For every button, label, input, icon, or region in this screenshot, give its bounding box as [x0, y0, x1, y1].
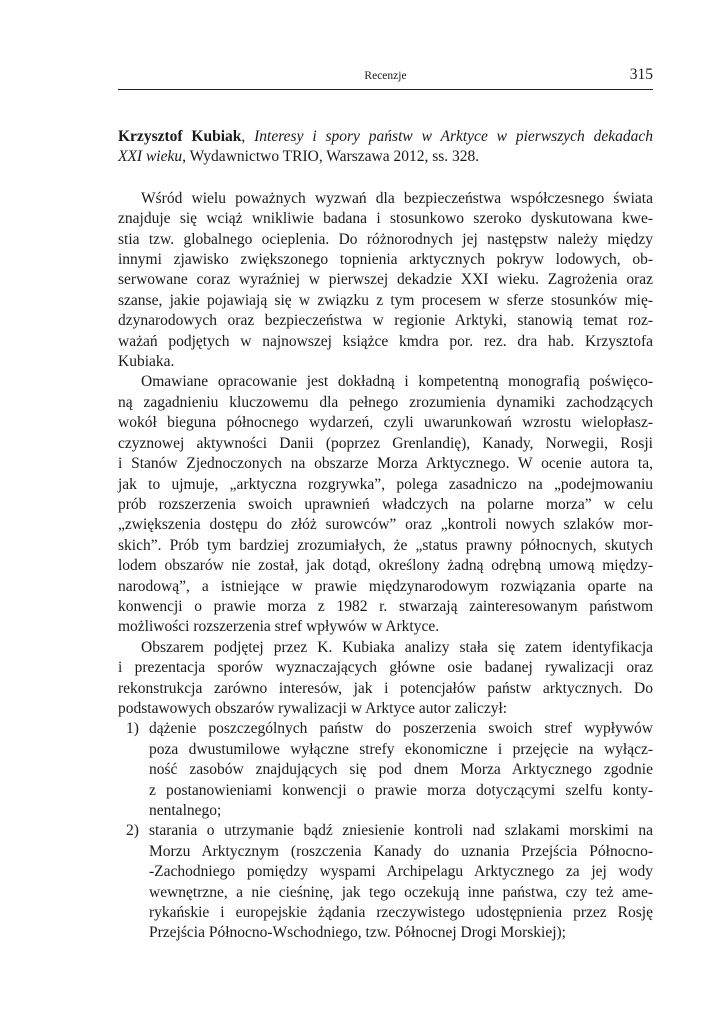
text-line: innymi zjawisko zwiększonego topnienia arktycznych pokryw lodowych, ob-: [118, 251, 653, 269]
text-line: ność zasobów znajdujących się pod dnem Morza Arktycznego zgodnie: [149, 761, 653, 779]
text-line: skich”. Prób tym bardziej zrozumiałych, że „status prawny północnych, skutych: [118, 536, 653, 554]
text-line: [118, 821, 653, 841]
text-line: Morzu Arktycznym (roszczenia Kanady do uznania Przejścia Północno-: [149, 842, 653, 860]
paragraph-2: [118, 372, 653, 637]
spacer: [118, 168, 653, 189]
text-line: znajduje się wciąż wnikliwie badana i stosunkowo szeroko dyskutowana kwe-: [118, 210, 653, 228]
text-line: dzynarodowych oraz bezpieczeństwa w regionie Arktyki, stanowią temat roz-: [118, 312, 653, 330]
text-line: i Stanów Zjednoczonych na obszarze Morza Arktycznego. W ocenie autora ta,: [118, 455, 653, 473]
review-body: [118, 127, 653, 944]
text-line: Wśród wielu poważnych wyzwań dla bezpieczeństwa współczesnego świata: [141, 189, 653, 207]
text-line: możliwości rozszerzenia stref wpływów w Arktyce.: [118, 618, 440, 636]
list-item: [118, 821, 653, 943]
paragraph-3: [118, 638, 653, 720]
list-line: starania o utrzymanie bądź zniesienie kontroli nad szlakami morskimi na: [149, 822, 653, 840]
text-line: rekonstrukcja zarówno interesów, jak i potencjałów państw arktycznych. Do: [118, 679, 653, 697]
citation-line-2: [118, 147, 653, 167]
text-line: konwencji o prawie morza z 1982 r. stwarzają zainteresowanym państwom: [118, 597, 653, 615]
text-line: poza dwustumilowe wyłączne strefy ekonomiczne i przejęcie na wyłącz-: [149, 740, 653, 758]
list-item: [118, 719, 653, 821]
text-line: czyznowej aktywności Danii (poprzez Grenlandię), Kanady, Norwegii, Rosji: [118, 434, 653, 452]
running-head: Recenzje: [364, 70, 407, 82]
page-header: [118, 66, 653, 88]
text-line: Kubiaka.: [118, 353, 175, 371]
text-line: -Zachodniego pomiędzy wyspami Archipelagu Arktycznego za jej wody: [149, 863, 653, 881]
text-line: stia tzw. globalnego ocieplenia. Do różnorodnych jej następstw należy między: [118, 230, 653, 248]
text-line: nentalnego;: [149, 802, 222, 819]
citation-publisher: , Wydawnictwo TRIO, Warszawa 2012, ss. 328.: [182, 148, 480, 166]
citation-line-1: Krzysztof Kubiak, Interesy i spory państw w Arktyce w pierwszych dekadach: [118, 128, 654, 145]
citation-author: Krzysztof Kubiak: [118, 128, 242, 145]
list-number: 2): [126, 822, 139, 840]
paragraph-1: [118, 189, 653, 373]
text-line: Obszarem podjętej przez K. Kubiaka analizy stała się zatem identyfikacja: [141, 638, 653, 656]
list-line: dążenie poszczególnych państw do poszerzenia swoich stref wypływów: [149, 720, 653, 738]
text-line: rykańskie i europejskie żądania rzeczywistego udostępnienia przez Rosję: [149, 904, 653, 922]
citation-title-cont: XXI wieku: [118, 148, 183, 166]
citation: [118, 127, 653, 168]
text-line: jak to ujmuje, „arktyczna rozgrywka”, polega zasadniczo na „podejmowaniu: [118, 475, 653, 493]
page-number: 315: [629, 66, 653, 83]
list-number: 1): [126, 720, 139, 738]
text-line: Omawiane opracowanie jest dokładną i kompetentną monografią poświęco-: [141, 373, 653, 391]
text-line: z postanowieniami konwencji o prawie morza dotyczącymi szelfu konty-: [149, 781, 653, 799]
text-line: [118, 719, 653, 739]
citation-title: Interesy i spory państw w Arktyce w pierwszych dekadach: [254, 128, 654, 145]
text-line: wewnętrzne, a nie cieśninę, jak tego oczekują inne państwa, czy też ame-: [149, 883, 653, 901]
text-line: narodową”, a istniejące w prawie międzynarodowym rozwiązania oparte na: [118, 577, 653, 595]
text-line: ważań podjętych w najnowszej książce kmdra por. rez. dra hab. Krzysztofa: [118, 332, 653, 350]
text-line: ną zagadnieniu kluczowemu dla pełnego zrozumienia dynamiki zachodzących: [118, 393, 653, 411]
text-line: szanse, jakie pojawiają się w związku z tym procesem w sferze stosunków mię-: [118, 291, 653, 309]
numbered-list: [118, 719, 653, 943]
text-line: „zwiększenia dostępu do złóż surowców” oraz „kontroli nowych szlaków mor-: [118, 516, 653, 534]
text-line: Przejścia Północno-Wschodniego, tzw. Północnej Drogi Morskiej);: [149, 924, 566, 942]
text-line: serwowane coraz wyraźniej w pierwszej dekadzie XXI wieku. Zagrożenia oraz: [118, 271, 653, 289]
text-line: lodem obszarów nie został, jak dotąd, określony żadną odrębną umową między-: [118, 557, 653, 575]
text-line: podstawowych obszarów rywalizacji w Arktyce autor zaliczył:: [118, 699, 508, 717]
text-line: i prezentacja sporów wyznaczających główne osie badanej rywalizacji oraz: [118, 659, 653, 677]
header-rule: [118, 89, 653, 90]
text-line: prób rozszerzenia swoich uprawnień władczych na polarne morza” w celu: [118, 495, 653, 513]
text-line: wokół bieguna północnego wydarzeń, czyli uwarunkowań wzrostu wielopłasz-: [118, 414, 653, 432]
